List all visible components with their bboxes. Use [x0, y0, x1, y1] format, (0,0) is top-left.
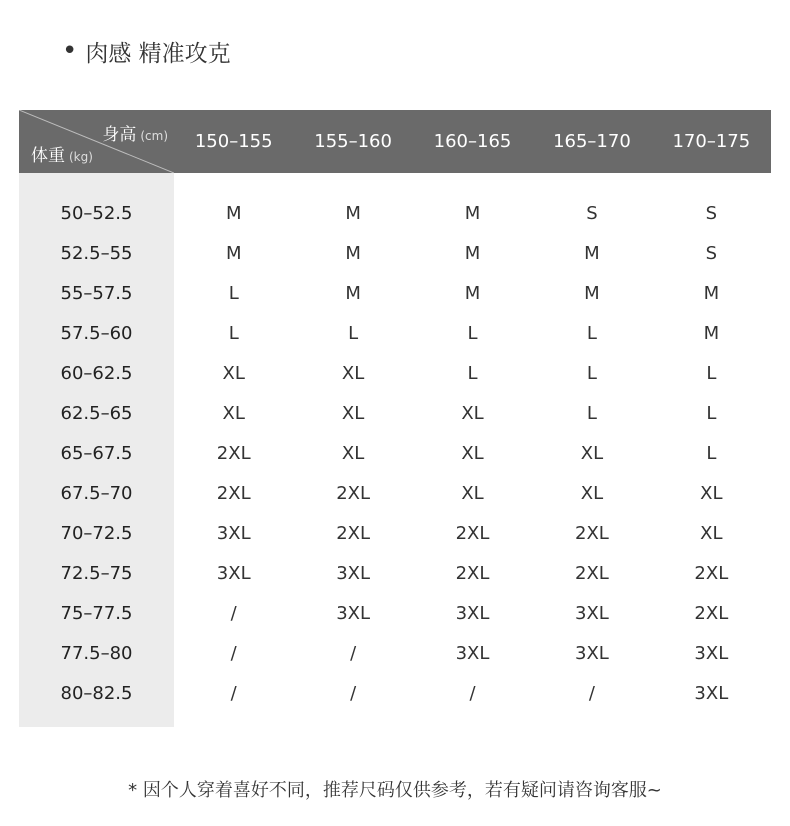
table-row — [19, 393, 771, 433]
size-cell: XL — [341, 362, 365, 384]
height-header-cell: 160–165 — [433, 131, 512, 152]
size-cell: M — [464, 202, 481, 224]
height-header-cell: 155–160 — [314, 131, 392, 152]
weight-cell: 80–82.5 — [60, 682, 133, 704]
size-cell: XL — [222, 402, 245, 424]
size-cell: 3XL — [336, 602, 371, 624]
size-table-body — [19, 193, 771, 713]
height-columns — [174, 110, 771, 173]
weight-cell: 67.5–70 — [60, 482, 133, 504]
weight-cell: 70–72.5 — [60, 522, 133, 544]
table-row — [19, 553, 771, 593]
size-cell: 2XL — [216, 442, 251, 464]
height-unit: (cm) — [140, 129, 168, 143]
size-cell: 3XL — [216, 562, 251, 584]
size-cell: L — [586, 322, 597, 344]
height-label-text: 身高 — [102, 125, 137, 145]
size-cell: / — [230, 682, 237, 704]
size-cell: L — [228, 322, 239, 344]
size-cell: XL — [580, 442, 604, 464]
table-row — [19, 233, 771, 273]
size-cell: M — [225, 242, 242, 264]
size-cell: / — [230, 642, 237, 664]
size-cell: L — [706, 442, 717, 464]
height-axis-label — [102, 120, 168, 145]
size-cell: L — [586, 362, 597, 384]
table-row — [19, 633, 771, 673]
footnote: * 因个人穿着喜好不同，推荐尺码仅供参考，若有疑问请咨询客服~ — [128, 780, 662, 801]
size-cell: L — [706, 402, 717, 424]
height-header-cell: 150–155 — [194, 131, 273, 152]
size-cell: L — [348, 322, 359, 344]
size-cell: M — [703, 282, 720, 304]
size-cell: M — [345, 242, 361, 264]
size-cell: M — [584, 282, 600, 304]
size-cell: M — [464, 242, 481, 264]
size-cell: L — [467, 322, 478, 344]
height-header-cell: 165–170 — [553, 131, 631, 152]
weight-axis-label — [31, 141, 93, 166]
size-cell: / — [350, 642, 357, 664]
size-cell: 2XL — [455, 562, 490, 584]
size-cell: XL — [700, 522, 723, 544]
size-cell: XL — [461, 482, 484, 504]
size-cell: 2XL — [575, 522, 609, 544]
size-cell: 3XL — [455, 602, 490, 624]
size-cell: XL — [461, 442, 484, 464]
size-cell: / — [350, 682, 357, 704]
size-cell: 3XL — [455, 642, 490, 664]
size-cell: XL — [341, 442, 365, 464]
size-cell: 3XL — [575, 642, 609, 664]
table-row — [19, 513, 771, 553]
size-cell: M — [464, 282, 481, 304]
size-cell: / — [230, 602, 237, 624]
size-cell: 2XL — [336, 482, 371, 504]
table-row — [19, 433, 771, 473]
weight-cell: 57.5–60 — [60, 322, 133, 344]
table-row — [19, 353, 771, 393]
height-header-cell: 170–175 — [672, 131, 751, 152]
weight-cell: 52.5–55 — [60, 242, 133, 264]
size-cell: / — [588, 682, 595, 704]
size-cell: 3XL — [336, 562, 371, 584]
size-cell: XL — [341, 402, 365, 424]
weight-unit: (kg) — [69, 150, 93, 164]
size-cell: 3XL — [216, 522, 251, 544]
size-cell: XL — [700, 482, 723, 504]
weight-cell: 72.5–75 — [60, 562, 133, 584]
size-table-header — [19, 110, 771, 173]
table-row — [19, 313, 771, 353]
table-row — [19, 273, 771, 313]
size-cell: 3XL — [575, 602, 609, 624]
table-row — [19, 193, 771, 233]
weight-cell: 75–77.5 — [60, 602, 133, 624]
size-cell: M — [345, 202, 361, 224]
size-cell: S — [705, 202, 718, 224]
table-row — [19, 473, 771, 513]
weight-label-text: 体重 — [31, 146, 65, 166]
size-cell: 3XL — [694, 682, 729, 704]
size-cell: S — [705, 242, 718, 264]
size-cell: 3XL — [694, 642, 729, 664]
bullet-dot: • — [62, 36, 78, 66]
header-corner-cell — [19, 110, 174, 173]
size-cell: XL — [580, 482, 604, 504]
size-cell: 2XL — [575, 562, 609, 584]
size-cell: L — [467, 362, 478, 384]
size-cell: M — [703, 322, 720, 344]
table-row — [19, 593, 771, 633]
size-cell: 2XL — [694, 562, 729, 584]
weight-cell: 65–67.5 — [60, 442, 133, 464]
weight-cell: 62.5–65 — [60, 402, 133, 424]
weight-cell: 77.5–80 — [60, 642, 133, 664]
size-cell: L — [586, 402, 597, 424]
weight-cell: 60–62.5 — [60, 362, 133, 384]
size-cell: L — [228, 282, 239, 304]
size-cell: XL — [222, 362, 245, 384]
size-cell: 2XL — [336, 522, 371, 544]
size-cell: S — [586, 202, 598, 224]
size-cell: / — [469, 682, 476, 704]
size-cell: M — [584, 242, 600, 264]
title-text: 肉感 精准攻克 — [85, 40, 231, 67]
size-cell: L — [706, 362, 717, 384]
size-cell: M — [225, 202, 242, 224]
weight-cell: 50–52.5 — [60, 202, 133, 224]
table-row — [19, 673, 771, 713]
size-cell: 2XL — [216, 482, 251, 504]
weight-cell: 55–57.5 — [60, 282, 133, 304]
size-cell: 2XL — [694, 602, 729, 624]
size-cell: 2XL — [455, 522, 490, 544]
size-cell: XL — [461, 402, 484, 424]
size-cell: M — [345, 282, 361, 304]
page-title — [62, 34, 231, 68]
